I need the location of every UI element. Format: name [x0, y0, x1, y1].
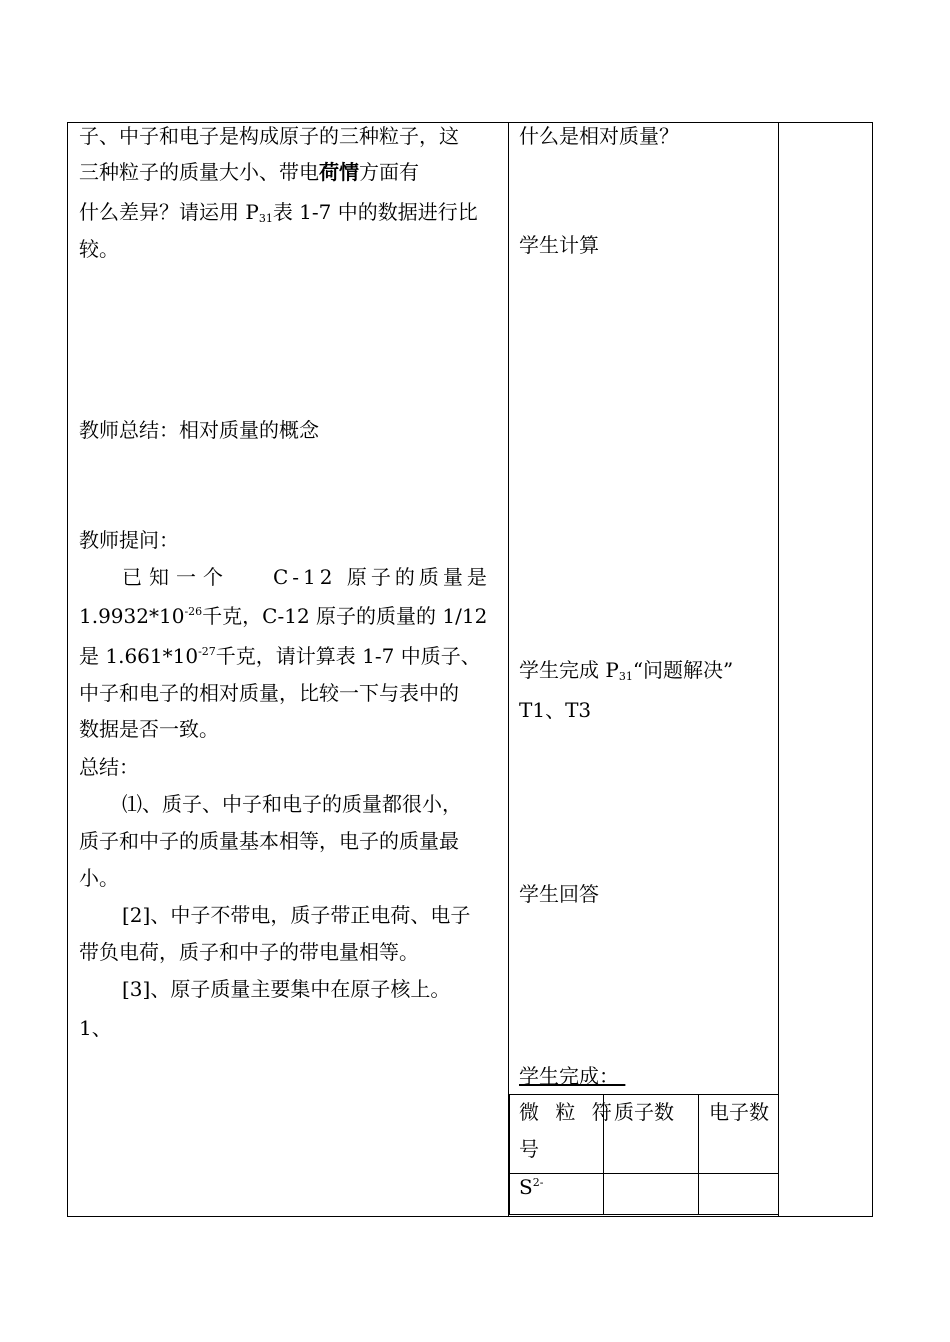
question-line-4: 中子和电子的相对质量，比较一下与表中的 — [79, 681, 459, 705]
particle-table-left — [509, 1094, 510, 1215]
particle-table-col-2 — [698, 1094, 699, 1215]
question-line-3a: 是 1.661*10 — [79, 644, 199, 668]
intro-line-3b: 表 1-7 中的数据进行比 — [272, 200, 478, 224]
question-line-2 — [79, 600, 487, 629]
student-complete-text: 学生完成： — [519, 1064, 619, 1088]
conclusion-2-line-2: 带负电荷，质子和中子的带电量相等。 — [79, 940, 419, 964]
question-line-2b: 千克，C-12 原子的质量的 1/12 — [202, 604, 488, 628]
exercise-numbers: T1、T3 — [519, 698, 592, 722]
student-answer: 学生回答 — [519, 882, 599, 906]
question-line-3 — [79, 640, 481, 669]
intro-line-2a: 三种粒子的质量大小、带电 — [79, 160, 319, 184]
student-complete-label — [519, 1060, 625, 1089]
exponent-26: -26 — [184, 605, 203, 618]
question-line-3b: 千克，请计算表 1-7 中质子、 — [215, 644, 481, 668]
list-item-1: 1、 — [79, 1016, 112, 1040]
particle-table-bottom — [508, 1214, 779, 1215]
column-divider-1 — [508, 122, 509, 1217]
conclusion-3-line-1: [3]、原子质量主要集中在原子核上。 — [122, 977, 451, 1001]
charge-superscript: 2- — [532, 1176, 544, 1189]
conclusion-heading: 总结： — [79, 755, 139, 779]
column-divider-2 — [778, 122, 779, 1217]
underline-space — [619, 1064, 625, 1088]
question-heading: 教师提问： — [79, 528, 179, 552]
header-proton-count: 质子数 — [614, 1100, 674, 1124]
conclusion-1-line-3: 小。 — [79, 866, 119, 890]
intro-line-2b: 荷情 — [319, 160, 359, 184]
particle-table-row-divider — [508, 1173, 779, 1174]
intro-line-4: 较。 — [79, 237, 119, 261]
exponent-27: -27 — [198, 645, 216, 658]
header-electron-count: 电子数 — [709, 1100, 769, 1124]
intro-line-1: 子、中子和电子是构成原子的三种粒子，这 — [79, 124, 459, 148]
question-line-2a: 1.9932*10 — [79, 604, 185, 628]
complete-b: “问题解决” — [632, 658, 734, 682]
row-1-symbol — [519, 1175, 543, 1199]
intro-line-2c: 方面有 — [359, 160, 419, 184]
student-complete-exercise — [519, 654, 733, 683]
conclusion-2-line-1: [2]、中子不带电，质子带正电荷、电子 — [122, 903, 471, 927]
question-line-1b: C-12 原子的质量是 — [273, 565, 491, 589]
intro-line-3a: 什么差异？请运用 P — [79, 200, 259, 224]
header-symbol-line-2: 号 — [519, 1137, 539, 1161]
student-calc: 学生计算 — [519, 233, 599, 257]
page-subscript: 31 — [258, 212, 273, 225]
summary-heading: 教师总结：相对质量的概念 — [79, 418, 319, 442]
complete-a: 学生完成 P — [519, 658, 619, 682]
question-line-5: 数据是否一致。 — [79, 717, 219, 741]
symbol-s: S — [519, 1175, 533, 1199]
intro-line-3 — [79, 196, 478, 225]
question-line-1a: 已知一个 — [122, 565, 230, 589]
table-left-border — [67, 122, 68, 1217]
relative-mass-question: 什么是相对质量？ — [519, 124, 679, 148]
complete-sub: 31 — [618, 670, 633, 683]
conclusion-1-line-1: ⑴、质子、中子和电子的质量都很小， — [122, 792, 462, 816]
particle-table-top — [508, 1094, 779, 1095]
intro-line-2 — [79, 156, 419, 185]
table-right-border — [872, 122, 873, 1217]
conclusion-1-line-2: 质子和中子的质量基本相等，电子的质量最 — [79, 829, 459, 853]
header-symbol-line-1: 微 粒 符 — [519, 1100, 617, 1124]
table-bottom-border — [67, 1216, 873, 1217]
